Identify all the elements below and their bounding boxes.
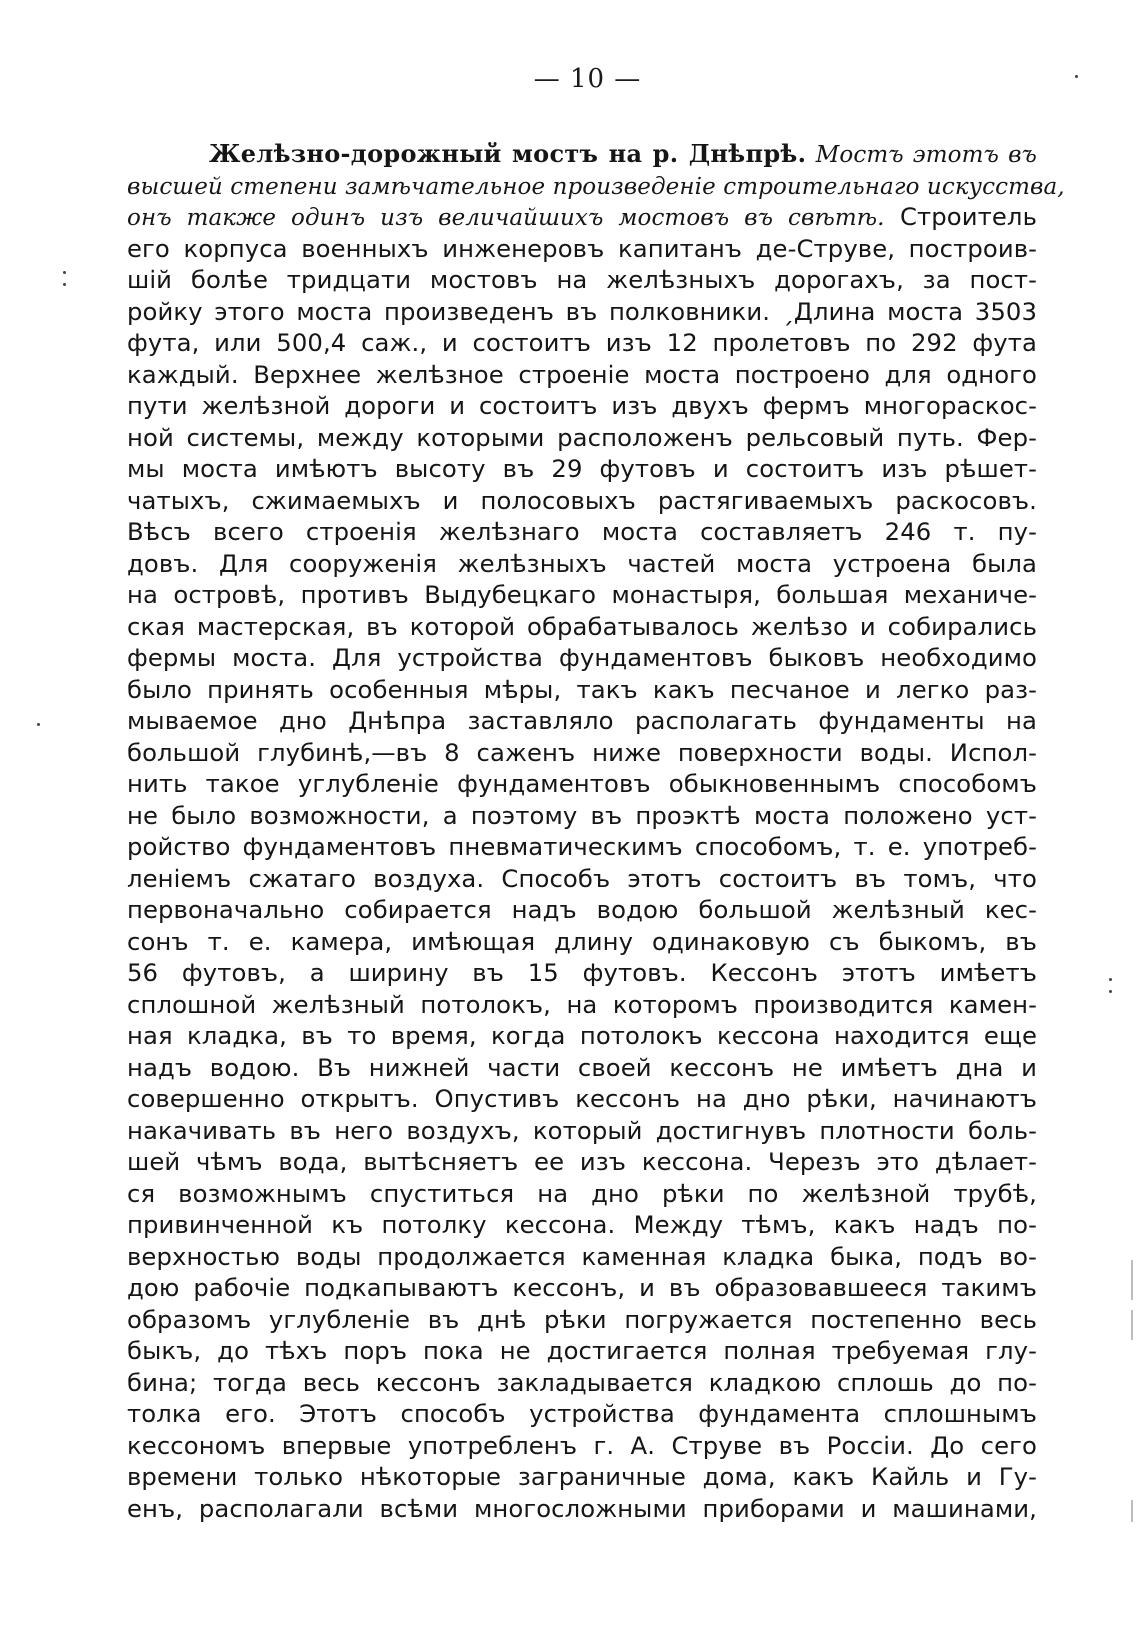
- text-line: совершенно открытъ. Опустивъ кессонъ на дно рѣки, начинаютъ: [127, 1084, 1037, 1113]
- text-line: леніемъ сжатаго воздуха. Способъ этотъ состоитъ въ томъ, что: [127, 863, 1037, 893]
- text-line: енъ, располагали всѣми многосложными приборами и машинами,: [127, 1493, 1037, 1523]
- body-text: [127, 138, 1065, 1524]
- text-line: его корпуса военныхъ инженеровъ капитанъ де-Струве, построив-: [127, 233, 1037, 263]
- text-line: бина; тогда весь кессонъ закладывается кладкою сплошь до по-: [127, 1367, 1037, 1397]
- text-line: образомъ углубленіе въ днѣ рѣки погружается постепенно весь: [127, 1304, 1037, 1334]
- line-3-tail: Строитель: [899, 202, 1037, 231]
- text-line: быкъ, до тѣхъ поръ пока не достигается полная требуемая глу-: [127, 1336, 1037, 1365]
- text-line: на островѣ, противъ Выдубецкаго монастыря, большая механиче-: [127, 580, 1037, 609]
- text-line: довъ. Для сооруженія желѣзныхъ частей моста устроена была: [127, 548, 1037, 578]
- text-line: времени только нѣкоторые заграничные дома, какъ Кайль и Гу-: [127, 1462, 1037, 1491]
- scan-speck: [1109, 990, 1112, 993]
- text-line: пути желѣзной дороги и состоитъ изъ двухъ фермъ многораскос-: [127, 391, 1037, 420]
- scan-speck: [1109, 978, 1112, 981]
- margin-mark: [1131, 1260, 1133, 1300]
- page-number: — 10 —: [533, 64, 642, 94]
- italic-line-2: высшей степени замѣчательное произведеніе строительнаго искусства,: [127, 173, 1065, 200]
- scan-speck: [37, 723, 40, 726]
- text-line: большой глубинѣ,—въ 8 саженъ ниже поверхности воды. Испол-: [127, 737, 1037, 767]
- scan-speck: [63, 271, 66, 274]
- text-line: ной системы, между которыми расположенъ рельсовый путь. Фер-: [127, 422, 1037, 452]
- text-line: кессономъ впервые употребленъ г. А. Струве въ Россіи. До сего: [127, 1430, 1037, 1460]
- text-line: надъ водою. Въ нижней части своей кессонъ не имѣетъ дна и: [127, 1052, 1037, 1082]
- text-line: фута, или 500,4 саж., и состоитъ изъ 12 пролетовъ по 292 фута: [127, 328, 1037, 357]
- italic-intro: Мостъ этотъ въ: [815, 142, 1037, 168]
- text-line: чатыхъ, сжимаемыхъ и полосовыхъ растягиваемыхъ раскосовъ.: [127, 485, 1037, 515]
- text-line: нить такое углубленіе фундаментовъ обыкновеннымъ способомъ: [127, 769, 1037, 798]
- text-line: Вѣсъ всего строенія желѣзнаго моста составляетъ 246 т. пу-: [127, 517, 1037, 546]
- scan-speck: [1075, 75, 1078, 78]
- text-line: каждый. Верхнее желѣзное строеніе моста построено для одного: [127, 359, 1037, 389]
- text-line: верхностью воды продолжается каменная кладка быка, подъ во-: [127, 1241, 1037, 1271]
- margin-mark: [1131, 1500, 1133, 1522]
- text-line: толка его. Этотъ способъ устройства фундамента сплошнымъ: [127, 1399, 1037, 1428]
- text-line: ная кладка, въ то время, когда потолокъ кессона находится еще: [127, 1021, 1037, 1050]
- text-line: ройство фундаментовъ пневматическимъ способомъ, т. е. употреб-: [127, 832, 1037, 861]
- text-line: было принять особенныя мѣры, такъ какъ песчаное и легко раз-: [127, 674, 1037, 704]
- text-line-2: [127, 170, 1065, 202]
- text-line: шей чѣмъ вода, вытѣсняетъ ее изъ кессона. Черезъ это дѣлает-: [127, 1147, 1037, 1176]
- text-line: сонъ т. е. камера, имѣющая длину одинаковую съ быкомъ, въ: [127, 926, 1037, 956]
- text-line: сплошной желѣзный потолокъ, на которомъ производится камен-: [127, 989, 1037, 1019]
- text-line: дою рабочіе подкапываютъ кессонъ, и въ образовавшееся такимъ: [127, 1273, 1037, 1302]
- text-line: мы моста имѣютъ высоту въ 29 футовъ и состоитъ изъ рѣшет-: [127, 454, 1037, 483]
- text-line-3: [127, 201, 1037, 233]
- text-line: шій болѣе тридцати мостовъ на желѣзныхъ дорогахъ, за пост-: [127, 265, 1037, 294]
- text-line-1: [127, 138, 1037, 170]
- text-line: не было возможности, а поэтому въ проэктѣ моста положено уст-: [127, 800, 1037, 830]
- margin-mark: [1131, 1310, 1133, 1340]
- text-line: ся возможнымъ спуститься на дно рѣки по желѣзной трубѣ,: [127, 1178, 1037, 1208]
- text-line: фермы моста. Для устройства фундаментовъ быковъ необходимо: [127, 643, 1037, 672]
- text-line: 56 футовъ, а ширину въ 15 футовъ. Кессонъ этотъ имѣетъ: [127, 958, 1037, 987]
- text-line: привинченной къ потолку кессона. Между тѣмъ, какъ надъ по-: [127, 1210, 1037, 1239]
- text-line: мываемое дно Днѣпра заставляло располагать фундаменты на: [127, 706, 1037, 735]
- text-line: накачивать въ него воздухъ, который достигнувъ плотности боль-: [127, 1115, 1037, 1145]
- section-heading: Желѣзно-дорожный мостъ на р. Днѣпрѣ.: [209, 139, 807, 168]
- scan-speck: [63, 283, 66, 286]
- text-line: первоначально собирается надъ водою большой желѣзный кес-: [127, 895, 1037, 924]
- text-line: ская мастерская, въ которой обрабатывалось желѣзо и собирались: [127, 611, 1037, 641]
- text-line: ройку этого моста произведенъ въ полковники. ˏДлина моста 3503: [127, 296, 1037, 326]
- italic-line-3: онъ также одинъ изъ величайшихъ мостовъ въ свѣтѣ.: [127, 205, 885, 231]
- paragraph-lines: [127, 233, 1037, 1525]
